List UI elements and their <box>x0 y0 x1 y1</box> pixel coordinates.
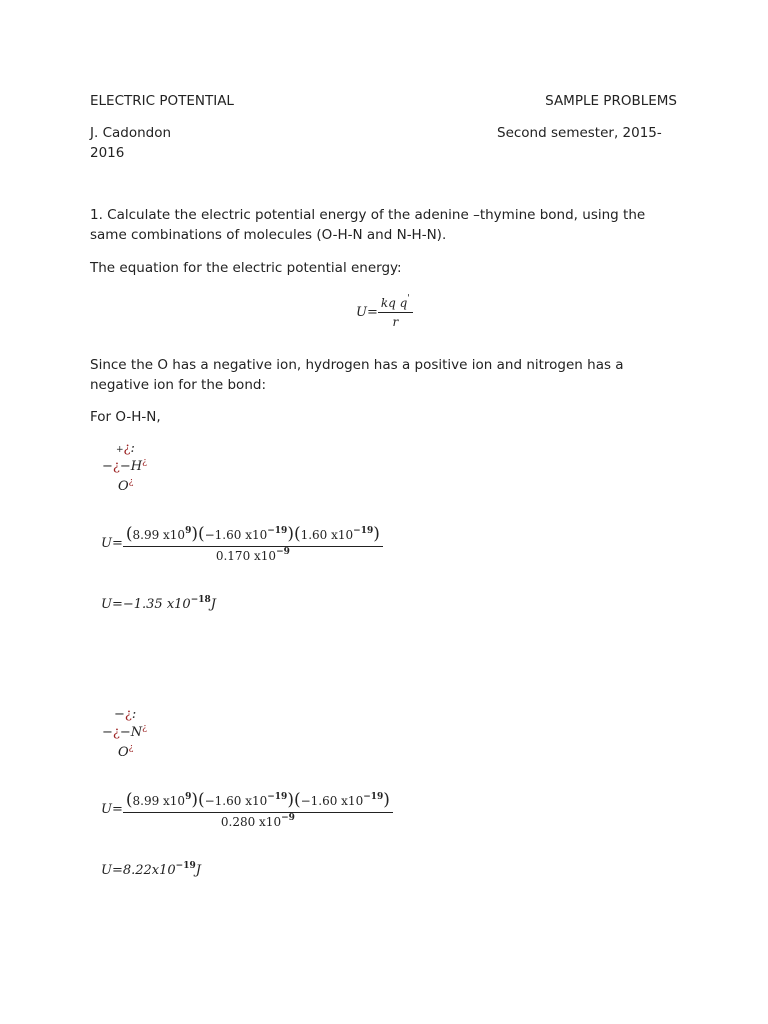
formula-numerator: kq q <box>380 296 408 310</box>
ohn-result: U=−1.35 $x10^{-18}J$ <box>101 595 216 612</box>
document-subtitle: SAMPLE PROBLEMS <box>545 93 677 109</box>
calc1-fraction: $\frac{(8.99 x10^9)(-1.60 x10^{-19})(1.60 x10^{-19})}{0.170 x10^{-9}}$ <box>123 524 383 563</box>
nhn-bond-row-3: O¿ <box>118 743 134 760</box>
formula-equals: = <box>366 305 378 320</box>
equation-intro: The equation for the electric potential energy: <box>90 260 402 276</box>
formula-prime: ' <box>407 294 410 304</box>
since-line-2: negative ion for the bond: <box>90 377 266 393</box>
calc1-lhs: U= <box>101 536 123 551</box>
nhn-result: $U=8.22x10^{-19}J$ <box>101 861 201 878</box>
semester-label: Second semester, 2015- <box>497 125 662 141</box>
problem-line-1: 1. Calculate the electric potential energy of the adenine –thymine bond, using the <box>90 207 646 223</box>
calc2-fraction: $\frac{(8.99 x10^9)(-1.60 x10^{-19})(-1.60 x10^{-19})}{0.280 x10^{-9}}$ <box>123 790 393 829</box>
ohn-calculation <box>101 524 383 563</box>
semester-year-continued: 2016 <box>90 145 125 161</box>
formula-lhs: U <box>356 305 367 320</box>
for-ohn-label: For O-H-N, <box>90 409 161 425</box>
since-line-1: Since the O has a negative ion, hydrogen has a positive ion and nitrogen has a <box>90 357 624 373</box>
ohn-bond-row-1: +¿: <box>116 441 135 456</box>
potential-energy-formula <box>356 296 413 329</box>
nhn-bond-row-1: −¿: <box>114 707 137 722</box>
nhn-bond-row-2: −¿−N¿ <box>102 723 147 740</box>
formula-denominator: r <box>392 315 399 329</box>
calc2-lhs: U= <box>101 802 123 817</box>
ohn-bond-row-2: −¿−H¿ <box>102 457 147 474</box>
nhn-calculation <box>101 790 393 829</box>
ohn-bond-row-3: O¿ <box>118 477 134 494</box>
document-title: ELECTRIC POTENTIAL <box>90 93 234 109</box>
author-name: J. Cadondon <box>90 125 172 141</box>
problem-line-2: same combinations of molecules (O-H-N and N-H-N). <box>90 227 447 243</box>
formula-fraction <box>378 296 413 329</box>
